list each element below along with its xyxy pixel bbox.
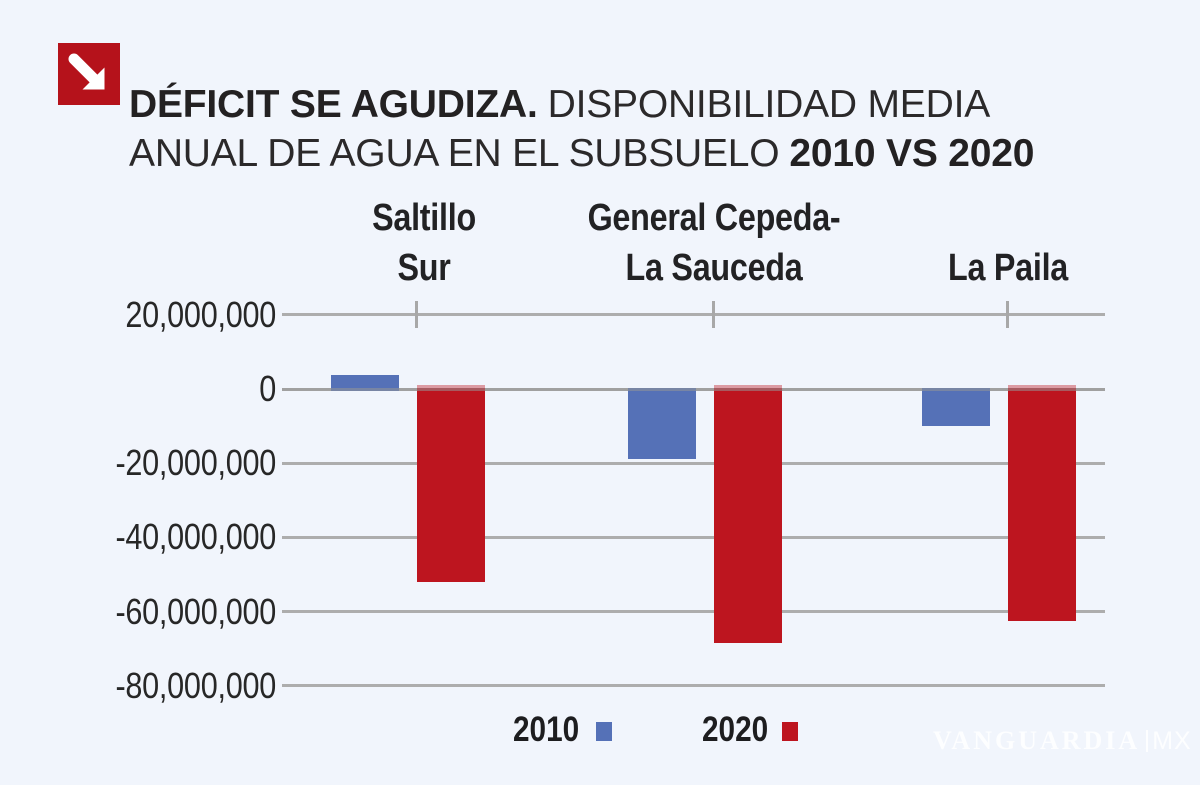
title-regular-part-2: ANUAL DE AGUA EN EL SUBSUELO (129, 132, 780, 176)
y-axis-label: 20,000,000 (125, 293, 276, 335)
category-tick-saltillo-sur (415, 301, 418, 328)
y-axis-label: -20,000,000 (115, 442, 276, 484)
legend-label-2020: 2020 (702, 710, 769, 749)
category-label-general-cepeda-la-sauceda: General Cepeda- La Sauceda (587, 197, 841, 289)
watermark-divider (1146, 730, 1148, 752)
bar-2010-la-paila (922, 388, 990, 426)
watermark (933, 726, 1192, 756)
legend-label-2010: 2010 (513, 710, 580, 749)
bar-2010-general-cepeda-la-sauceda (628, 388, 696, 459)
watermark-suffix: MX (1152, 726, 1192, 755)
y-axis-label: 0 (259, 368, 276, 409)
y-axis-label: -60,000,000 (115, 590, 276, 632)
title-regular-part-1: DISPONIBILIDAD MEDIA (547, 83, 991, 127)
bar-2020-la-paila (1008, 388, 1076, 621)
title-bold-part-2: 2010 VS 2020 (789, 132, 1035, 176)
gridline--40,000,000 (282, 536, 1105, 539)
watermark-brand: VANGUARDIA (933, 726, 1141, 755)
gridline-20,000,000 (282, 313, 1105, 316)
gridline--20,000,000 (282, 462, 1105, 465)
category-label-la-paila: La Paila (947, 247, 1069, 289)
bar-2020-saltillo-sur (417, 388, 485, 582)
category-label-saltillo-sur: Saltillo Sur (372, 197, 476, 289)
bar-2020-general-cepeda-la-sauceda (714, 388, 782, 643)
gridline--60,000,000 (282, 610, 1105, 613)
zero-axis-line (282, 388, 1105, 391)
gridline--80,000,000 (282, 684, 1105, 687)
category-tick-la-paila (1006, 301, 1009, 328)
category-tick-general-cepeda-la-sauceda (712, 301, 715, 328)
legend-swatch-2020 (782, 722, 798, 741)
legend-swatch-2010 (596, 722, 612, 741)
y-axis-label: -80,000,000 (115, 664, 276, 706)
title-bold-part-1: DÉFICIT SE AGUDIZA. (129, 83, 538, 127)
y-axis-label: -40,000,000 (115, 516, 276, 558)
